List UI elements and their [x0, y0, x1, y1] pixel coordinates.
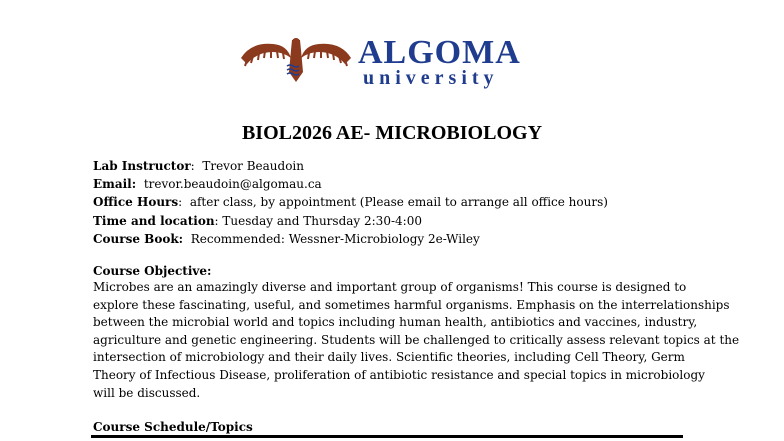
info-value: Tuesday and Thursday 2:30-4:00 — [222, 213, 422, 228]
objective-line: explore these fascinating, useful, and sometimes harmful organisms. Emphasis on the interrelationships — [93, 297, 730, 312]
logo-wordmark: ALGOMA — [358, 34, 521, 71]
info-label: Lab Instructor — [93, 159, 191, 173]
thunderbird-icon — [237, 36, 355, 86]
objective-heading: Course Objective: — [93, 264, 212, 278]
info-value: Trevor Beaudoin — [202, 159, 304, 173]
logo-subtitle: university — [363, 67, 499, 89]
course-info — [93, 157, 608, 248]
info-row-email — [93, 175, 608, 193]
info-label: Email: — [93, 177, 137, 192]
info-label: Office Hours — [93, 195, 179, 210]
objective-line: intersection of microbiology and their daily lives. Scientific theories, including Cell Theory, Germ — [93, 350, 685, 365]
info-label: Time and location — [93, 213, 215, 228]
info-row-instructor: Lab Instructor: Trevor Beaudoin — [93, 159, 304, 173]
email-link[interactable]: trevor.beaudoin@algomau.ca — [143, 177, 322, 192]
objective-line: Microbes are an amazingly diverse and important group of organisms! This course is designed to — [93, 280, 687, 294]
schedule-heading: Course Schedule/Topics — [93, 420, 253, 434]
objective-line: between the microbial world and topics including human health, antibiotics and vaccines, industry, — [93, 315, 698, 330]
info-label: Course Book: — [93, 231, 184, 246]
university-logo — [237, 34, 527, 94]
section-divider — [91, 435, 683, 438]
objective-paragraph — [93, 279, 740, 402]
info-value: after class, by appointment (Please email to arrange all office hours) — [189, 195, 608, 210]
info-row-office-hours: Office Hours: after class, by appointment (Please email to arrange all office hours) — [93, 195, 608, 210]
info-value: Recommended: Wessner-Microbiology 2e-Wiley — [190, 231, 480, 246]
objective-line: agriculture and genetic engineering. Students will be challenged to critically assess relevant topics at the — [93, 332, 740, 347]
objective-line: will be discussed. — [93, 385, 201, 400]
info-row-course-book — [93, 230, 608, 248]
course-title: BIOL2026 AE- MICROBIOLOGY — [241, 122, 543, 144]
objective-line: Theory of Infectious Disease, proliferation of antibiotic resistance and special topics in microbiology — [93, 367, 705, 382]
info-row-time-location: Time and location: Tuesday and Thursday 2:30-4:00 — [93, 213, 422, 228]
